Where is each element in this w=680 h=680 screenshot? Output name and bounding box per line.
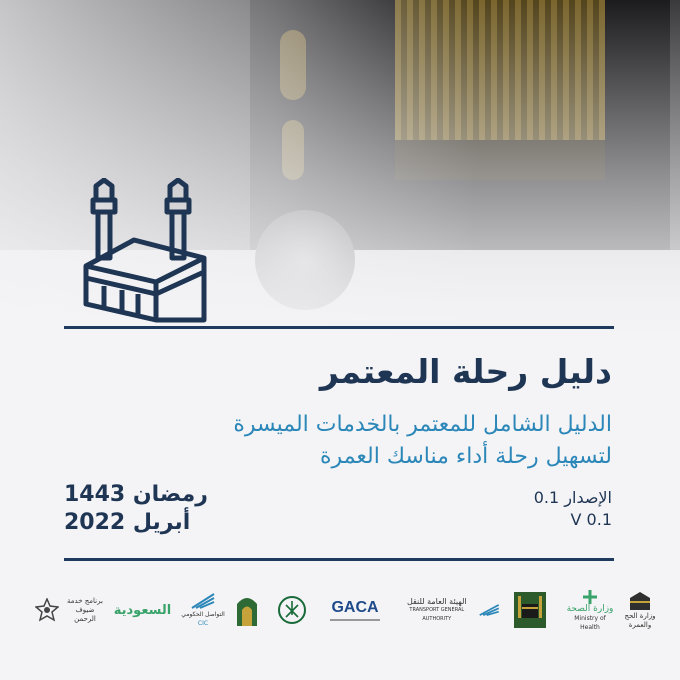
ministry-hajj-icon xyxy=(628,590,652,612)
logo-duyuf: برنامج خدمة ضيوف الرحمن xyxy=(30,586,110,634)
logo-gaca: GACA xyxy=(320,586,390,634)
logo-interior xyxy=(275,586,309,634)
page-title: دليل رحلة المعتمر xyxy=(319,352,612,391)
logo-ministry-islamic xyxy=(230,586,264,634)
subtitle-line-1: الدليل الشامل للمعتمر بالخدمات الميسرة xyxy=(233,412,612,437)
date-hijri: رمضان 1443 xyxy=(64,482,208,507)
partner-logos xyxy=(30,586,660,636)
version-code: V 0.1 xyxy=(570,510,612,529)
logo-haramain-presidency xyxy=(508,586,552,634)
interior-emblem-icon xyxy=(277,595,307,625)
divider-top xyxy=(64,326,614,329)
logo-cic: التواصل الحكومي CIC xyxy=(180,586,226,634)
duyuf-star-icon xyxy=(35,598,59,622)
cic-wings-icon xyxy=(190,592,216,610)
logo-ministry-hajj: وزارة الحج والعمرة xyxy=(620,586,660,634)
logo-ministry-health: وزارة الصحة Ministry of Health xyxy=(565,586,615,634)
logo-transport-authority: الهيئة العامة للنقل TRANSPORT GENERAL AUTHORITY xyxy=(400,586,500,634)
logo-saudi: السعودية xyxy=(113,602,172,618)
islamic-affairs-icon xyxy=(234,592,260,628)
transport-icon xyxy=(478,602,500,618)
subtitle-line-2: لتسهيل رحلة أداء مناسك العمرة xyxy=(320,444,612,469)
version-label: الإصدار 0.1 xyxy=(533,488,612,507)
date-gregorian: أبريل 2022 xyxy=(64,510,191,535)
haramain-icon xyxy=(512,590,548,630)
kaaba-minarets-icon xyxy=(76,178,216,328)
ministry-health-icon xyxy=(579,589,601,605)
divider-bottom xyxy=(64,558,614,561)
